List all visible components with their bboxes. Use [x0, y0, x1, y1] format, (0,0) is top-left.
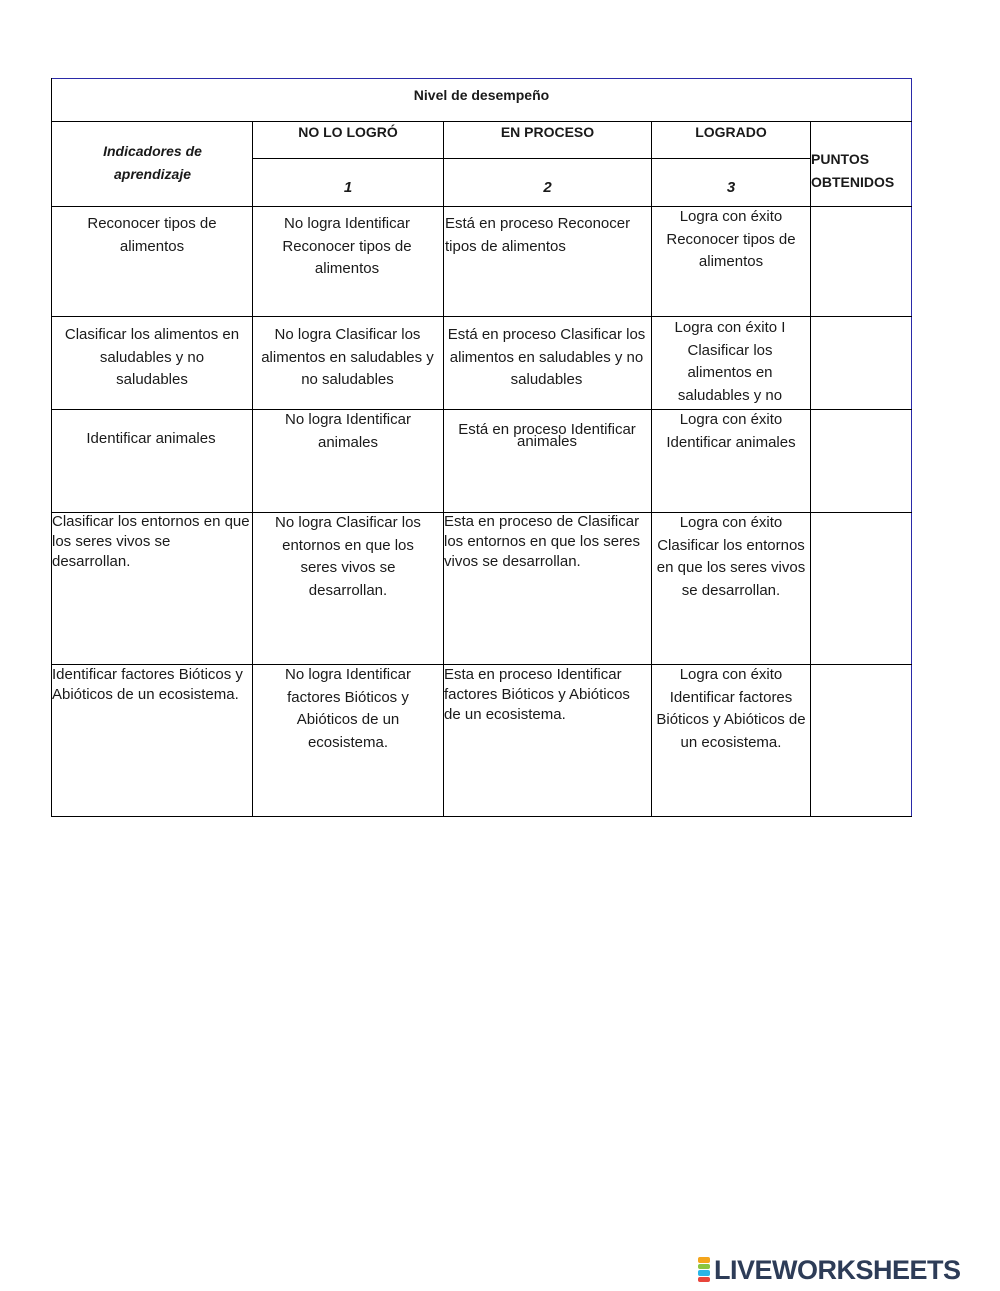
- row4-logrado: Logra con éxito Clasificar los entornos en que los seres vivos se desarrollan.: [656, 514, 806, 599]
- row3-indicator: Identificar animales: [86, 430, 216, 447]
- row1-en-proceso: Está en proceso Reconocer tipos de alimentos: [445, 215, 631, 255]
- row3-logrado: Logra con éxito Identificar animales: [666, 411, 796, 451]
- row1-indicator: Reconocer tipos de alimentos: [87, 215, 217, 255]
- level-score-3: 3: [726, 179, 736, 196]
- row3-no-logro: No logra Identificar animales: [285, 411, 411, 451]
- row3-en-proceso: Está en proceso Identificar animales: [458, 421, 636, 450]
- row3-points[interactable]: [812, 411, 910, 511]
- row2-no-logro: No logra Clasificar los alimentos en saludables y no saludables: [261, 326, 434, 388]
- points-header: PUNTOS OBTENIDOS: [811, 151, 895, 190]
- row4-no-logro: No logra Clasificar los entornos en que los seres vivos se desarrollan.: [275, 514, 421, 599]
- logo-text: LIVEWORKSHEETS: [714, 1254, 961, 1285]
- level-score-1: 1: [343, 179, 353, 196]
- row5-en-proceso: Esta en proceso Identificar factores Bióticos y Abióticos de un ecosistema.: [444, 666, 630, 723]
- row4-en-proceso: Esta en proceso de Clasificar los entornos en que los seres vivos se desarrollan.: [444, 513, 640, 570]
- liveworksheets-logo: [698, 1255, 961, 1285]
- level-label-logrado: LOGRADO: [695, 124, 767, 140]
- row5-indicator: Identificar factores Bióticos y Abióticos de un ecosistema.: [52, 666, 243, 703]
- row1-logrado: Logra con éxito Reconocer tipos de alimentos: [666, 208, 796, 270]
- level-label-en-proceso: EN PROCESO: [500, 124, 595, 140]
- row1-points[interactable]: [812, 208, 910, 315]
- row5-points[interactable]: [812, 666, 910, 815]
- row2-points[interactable]: [812, 318, 910, 408]
- indicators-header: Indicadores de aprendizaje: [103, 143, 202, 182]
- row2-indicator: Clasificar los alimentos en saludables y no saludables: [64, 326, 240, 388]
- row1-no-logro: No logra Identificar Reconocer tipos de alimentos: [282, 215, 412, 277]
- logo-mark-icon: [698, 1257, 710, 1283]
- row4-points[interactable]: [812, 514, 910, 663]
- row2-en-proceso: Está en proceso Clasificar los alimentos en saludables y no saludables: [447, 326, 646, 388]
- level-label-no-logro: NO LO LOGRÓ: [298, 124, 398, 140]
- row4-indicator: Clasificar los entornos en que los seres vivos se desarrollan.: [52, 513, 250, 570]
- row5-logrado: Logra con éxito Identificar factores Bióticos y Abióticos de un ecosistema.: [656, 666, 806, 751]
- table-title: Nivel de desempeño: [413, 87, 550, 103]
- row5-no-logro: No logra Identificar factores Bióticos y Abióticos de un ecosistema.: [285, 666, 411, 751]
- level-score-2: 2: [543, 179, 552, 196]
- row2-logrado: Logra con éxito I Clasificar los alimentos en saludables y no: [674, 319, 786, 404]
